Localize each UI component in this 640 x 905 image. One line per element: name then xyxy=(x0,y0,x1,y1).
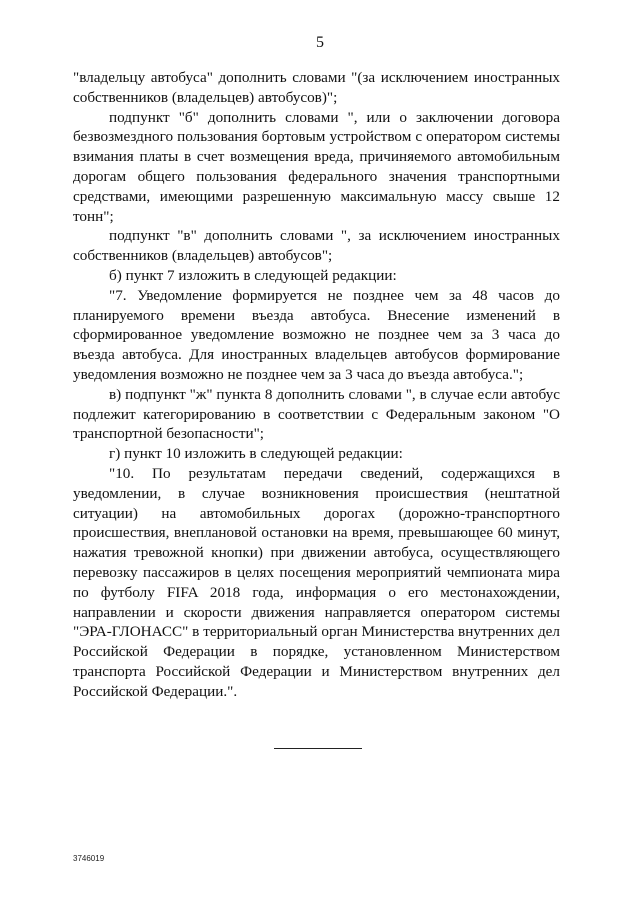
paragraph-subpoint-v: подпункт "в" дополнить словами ", за исключением иностранных собственников (владельцев) автобусов"; xyxy=(73,227,560,265)
page-number: 5 xyxy=(316,34,324,51)
end-divider xyxy=(274,748,362,749)
document-body xyxy=(73,68,560,702)
paragraph-point-10-intro: г) пункт 10 изложить в следующей редакции: xyxy=(109,445,403,463)
paragraph-point-10-text: "10. По результатам передачи сведений, содержащихся в уведомлении, в случае возникновения происшествия (нештатной ситуации) на автомобильных дорогах (дорожно-транспортного происшествия, внеплановой остановки на время, превышающее 60 минут, нажатия тревожной кнопки) при движении автобуса, осуществляющего перевозку пассажиров в целях посещения мероприятий чемпионата мира по футболу FIFA 2018 года, информация о его местонахождении, направлении и скорости движения направляется оператором системы "ЭРА-ГЛОНАСС" в территориальный орган Министерства внутренних дел Российской Федерации в порядке, установленном Министерством транспорта Российской Федерации и Министерством внутренних дел Российской Федерации.". xyxy=(73,464,560,700)
document-code: 3746019 xyxy=(73,854,105,863)
paragraph-subpoint-b: подпункт "б" дополнить словами ", или о заключении договора безвозмездного пользования бортовым устройством с оператором системы взимания платы в счет возмещения вреда, причиняемого автомобильным дорогам общего пользования федерального значения транспортными средствами, имеющими разрешенную максимальную массу свыше 12 тонн"; xyxy=(73,108,560,225)
paragraph-point-7-text: "7. Уведомление формируется не позднее чем за 48 часов до планируемого времени въезда автобуса. Внесение изменений в сформированное уведомление возможно не позднее чем за 3 часа до въезда автобуса. Для иностранных владельцев автобусов формирование уведомления возможно не позднее чем за 3 часа до въезда автобуса."; xyxy=(73,286,560,383)
paragraph-point-8-zh: в) подпункт "ж" пункта 8 дополнить словами ", в случае если автобус подлежит категорированию в соответствии с Федеральным законом "О транспортной безопасности"; xyxy=(73,385,560,443)
paragraph-point-7-intro: б) пункт 7 изложить в следующей редакции: xyxy=(109,266,397,284)
paragraph-owner-bus: "владельцу автобуса" дополнить словами "(за исключением иностранных собственников (владельцев) автобусов)"; xyxy=(73,69,560,106)
